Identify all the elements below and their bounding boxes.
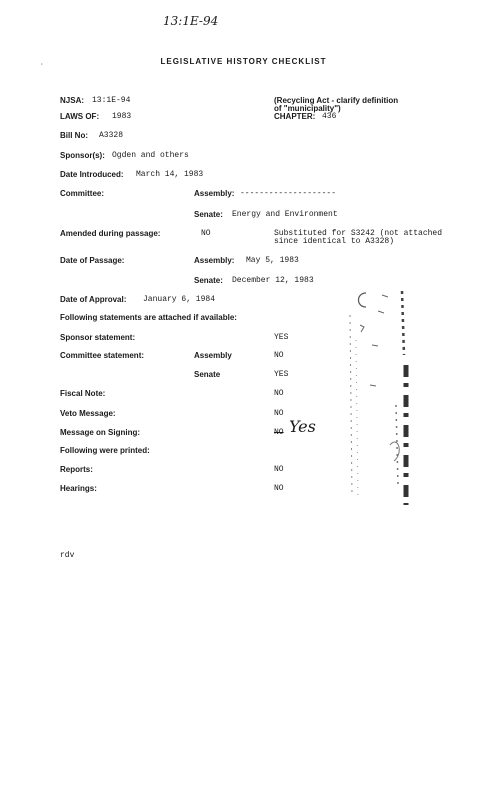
message-signing-label: Message on Signing: — [60, 428, 141, 437]
passage-assembly-value: May 5, 1983 — [246, 256, 299, 265]
initials: rdv — [60, 551, 75, 560]
passage-label: Date of Passage: — [60, 256, 125, 265]
library-stamp-mark — [342, 285, 422, 515]
date-introduced-value: March 14, 1983 — [136, 170, 204, 179]
passage-senate-label: Senate: — [194, 276, 223, 285]
njsa-label: NJSA: — [60, 96, 85, 105]
page-title: LEGISLATIVE HISTORY CHECKLIST — [160, 57, 327, 66]
laws-of-value: 1983 — [112, 112, 132, 121]
amended-label: Amended during passage: — [60, 229, 161, 238]
committee-assembly-label: Assembly: — [194, 189, 235, 198]
message-signing-handwritten-value: Yes — [289, 417, 316, 436]
committee-statement-label: Committee statement: — [60, 351, 145, 360]
sponsors-value: Ogden and others — [112, 151, 189, 160]
hearings-label: Hearings: — [60, 484, 97, 493]
date-introduced-label: Date Introduced: — [60, 170, 124, 179]
message-signing-struck-value: NO — [274, 428, 284, 437]
approval-value: January 6, 1984 — [143, 295, 216, 304]
chapter-label: CHAPTER: — [274, 112, 316, 121]
sponsor-statement-label: Sponsor statement: — [60, 333, 136, 342]
njsa-value: 13:1E-94 — [92, 96, 131, 105]
note-line2: of "municipality") — [274, 104, 341, 113]
amended-value: NO — [201, 229, 211, 238]
committee-statement-senate-label: Senate — [194, 370, 221, 379]
reports-label: Reports: — [60, 465, 93, 474]
committee-senate-label: Senate: — [194, 210, 223, 219]
reports-value: NO — [274, 465, 284, 474]
committee-statement-assembly-value: NO — [274, 351, 284, 360]
sponsor-statement-value: YES — [274, 333, 289, 342]
amended-note-line1: Substituted for S3242 (not attached — [274, 229, 443, 238]
amended-note-line2: since identical to A3328) — [274, 237, 395, 246]
following-attached-heading: Following statements are attached if available: — [60, 313, 237, 322]
veto-message-label: Veto Message: — [60, 409, 116, 418]
fiscal-note-label: Fiscal Note: — [60, 389, 106, 398]
passage-assembly-label: Assembly: — [194, 256, 235, 265]
note-line1: (Recycling Act - clarify definition — [274, 96, 399, 105]
laws-of-label: LAWS OF: — [60, 112, 100, 121]
following-printed-heading: Following were printed: — [60, 446, 150, 455]
committee-statement-senate-value: YES — [274, 370, 289, 379]
handwritten-header: 13:1E-94 — [163, 14, 219, 28]
committee-statement-assembly-label: Assembly — [194, 351, 232, 360]
corner-mark: · — [40, 61, 44, 68]
committee-senate-value: Energy and Environment — [232, 210, 338, 219]
passage-senate-value: December 12, 1983 — [232, 276, 314, 285]
hearings-value: NO — [274, 484, 284, 493]
bill-no-label: Bill No: — [60, 131, 88, 140]
bill-no-value: A3328 — [99, 131, 124, 140]
sponsors-label: Sponsor(s): — [60, 151, 105, 160]
fiscal-note-value: NO — [274, 389, 284, 398]
veto-message-value: NO — [274, 409, 284, 418]
committee-label: Committee: — [60, 189, 105, 198]
approval-label: Date of Approval: — [60, 295, 127, 304]
chapter-value: 436 — [322, 112, 337, 121]
committee-assembly-value: -------------------- — [240, 189, 337, 198]
